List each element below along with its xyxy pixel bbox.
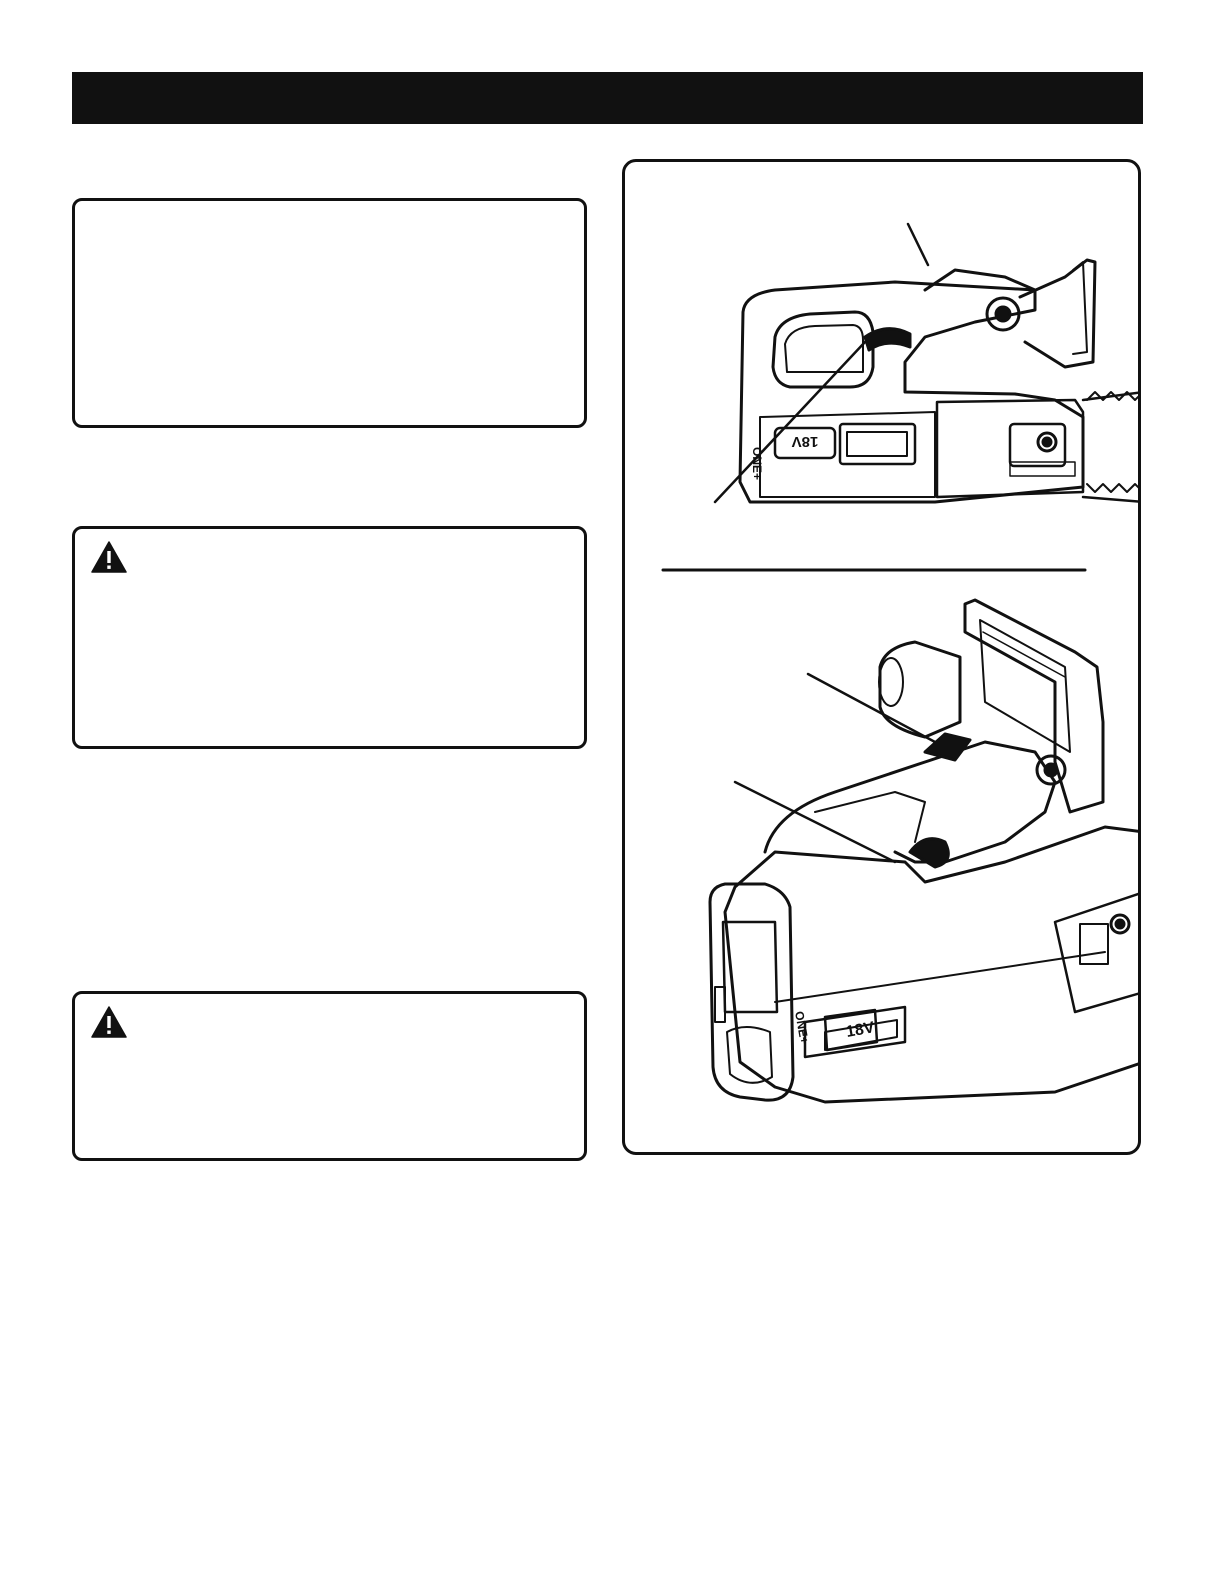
warning-triangle-icon [91,1006,127,1038]
svg-text:18V: 18V [844,1019,876,1041]
callout-line-bottom-1 [808,674,935,742]
callout-line-top-1 [908,224,928,265]
callout-line-top-2 [715,342,865,502]
figure-frame [622,159,1141,1155]
warning-box-2 [72,991,587,1161]
callout-line-bottom-2 [735,782,895,862]
chainsaw-illustration [625,162,1141,1155]
section-header-bar [72,72,1143,124]
warning-triangle-icon [91,541,127,573]
warning-box-1 [72,526,587,749]
top-side-view [715,224,1141,502]
notice-box [72,198,587,428]
svg-text:ONE+: ONE+ [750,447,764,481]
bottom-perspective-view [710,600,1141,1102]
svg-text:ONE+: ONE+ [792,1010,812,1046]
svg-text:18V: 18V [791,433,819,450]
